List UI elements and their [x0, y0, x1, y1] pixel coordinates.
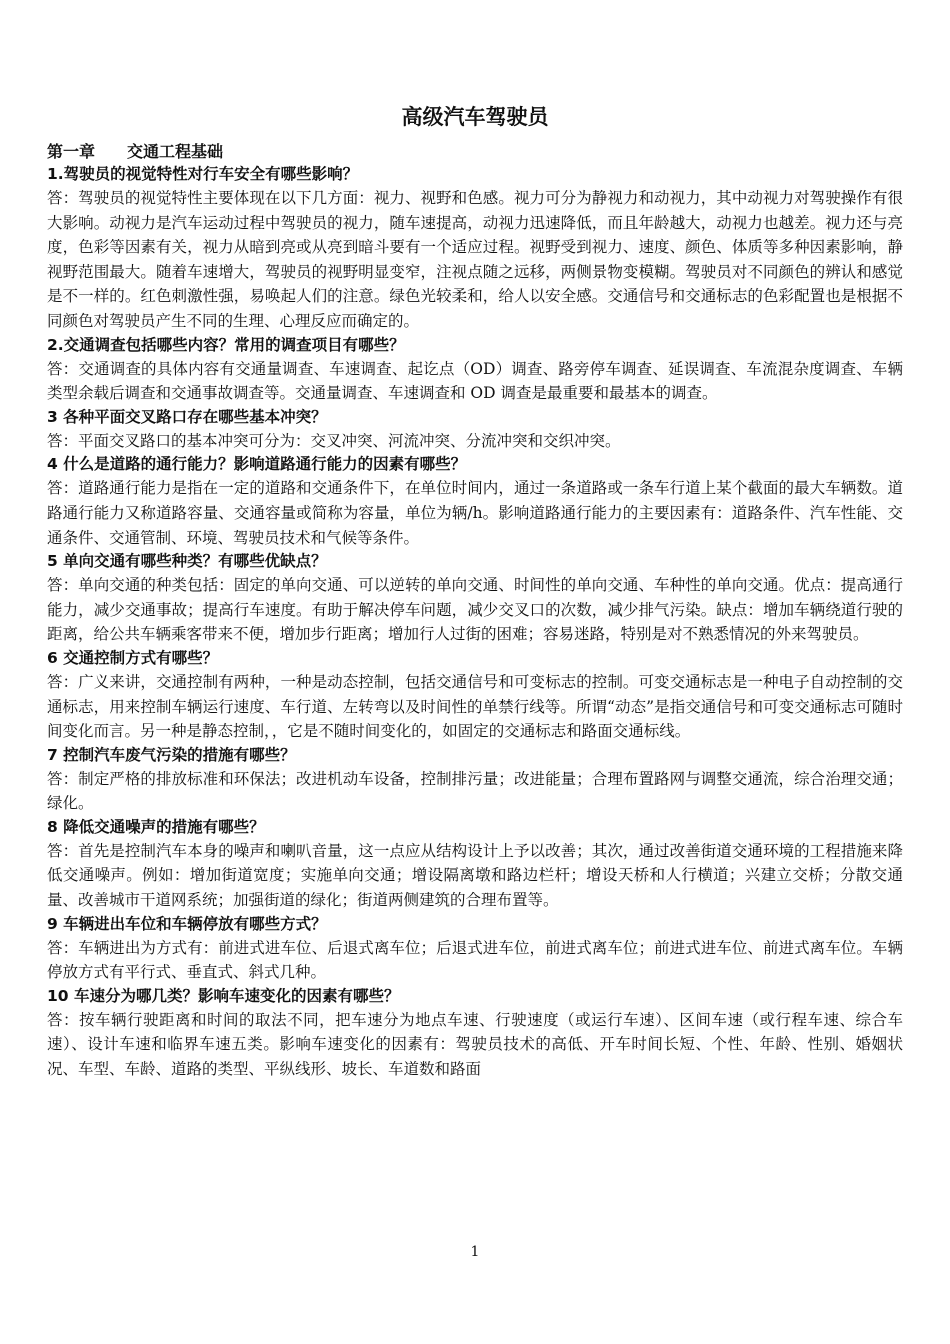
answer: 答：制定严格的排放标准和环保法；改进机动车设备，控制排污量；改进能量；合理布置路网与调整交通流，综合治理交通；绿化。 — [47, 769, 903, 813]
question: 10 车速分为哪几类？影响车速变化的因素有哪些？ — [47, 986, 400, 1005]
page-number: 1 — [470, 1244, 480, 1260]
question: 7 控制汽车废气污染的措施有哪些？ — [47, 745, 296, 764]
answer: 答：平面交叉路口的基本冲突可分为：交叉冲突、河流冲突、分流冲突和交织冲突。 — [47, 431, 621, 450]
qa-item-1 — [47, 163, 903, 334]
question: 5 单向交通有哪些种类？有哪些优缺点？ — [47, 552, 327, 571]
question: 9 车辆进出车位和车辆停放有哪些方式？ — [47, 914, 327, 933]
answer: 答：车辆进出为方式有：前进式进车位、后退式离车位；后退式进车位，前进式离车位；前进式进车位、前进式离车位。车辆停放方式有平行式、垂直式、斜式几种。 — [47, 938, 903, 982]
question: 2.交通调查包括哪些内容？常用的调查项目有哪些？ — [47, 335, 405, 354]
question: 4 什么是道路的通行能力？影响道路通行能力的因素有哪些？ — [47, 455, 467, 474]
answer: 答：首先是控制汽车本身的噪声和喇叭音量，这一点应从结构设计上予以改善；其次，通过改善街道交通环境的工程措施来降低交通噪声。例如：增加街道宽度；实施单向交通；增设隔离墩和路边栏杆；增设天桥和人行横道；兴建立交桥；分散交通量、改善城市干道网系统；加强街道的绿化；街道两侧建筑的合理布置等。 — [47, 841, 903, 910]
document-title: 高级汽车驾驶员 — [401, 105, 549, 129]
answer: 答：驾驶员的视觉特性主要体现在以下几方面：视力、视野和色感。视力可分为静视力和动视力，其中动视力对驾驶操作有很大影响。动视力是汽车运动过程中驾驶员的视力，随车速提高，动视力迅速降低，而且年龄越大，动视力也越差。视力还与亮度，色彩等因素有关，视力从暗到亮或从亮到暗斗要有一个适应过程。视野受到视力、速度、颜色、体质等多种因素影响，静视野范围最大。随着车速增大，驾驶员的视野明显变窄，注视点随之远移，两侧景物变模糊。驾驶员对不同颜色的辨认和感觉是不一样的。红色刺激性强，易唤起人们的注意。绿色光较柔和，给人以安全感。交通信号和交通标志的色彩配置也是根据不同颜色对驾驶员产生不同的生理、心理反应而确定的。 — [47, 189, 903, 330]
qa-item-3 — [47, 406, 903, 454]
qa-item-6 — [47, 647, 903, 744]
answer: 答：道路通行能力是指在一定的道路和交通条件下，在单位时间内，通过一条道路或一条车行道上某个截面的最大车辆数。道路通行能力又称道路容量、交通容量或简称为容量，单位为辆/h。影响道路通行能力的主要因素有：道路条件、汽车性能、交通条件、交通管制、环境、驾驶员技术和气候等条件。 — [47, 479, 903, 547]
qa-item-5 — [47, 550, 903, 647]
answer: 答：广义来讲，交通控制有两种，一种是动态控制，包括交通信号和可变标志的控制。可变交通标志是一种电子自动控制的交通标志，用来控制车辆运行速度、车行道、左转弯以及时间性的单禁行线等。所谓“动态”是指交通信号和可变交通标志可随时间变化而言。另一种是静态控制，，它是不随时间变化的，如固定的交通标志和路面交通标线。 — [47, 672, 903, 741]
answer: 答：按车辆行驶距离和时间的取法不同，把车速分为地点车速、行驶速度（或运行车速）、区间车速（或行程车速、综合车速）、设计车速和临界车速五类。影响车速变化的因素有：驾驶员技术的高低、开车时间长短、个性、年龄、性别、婚姻状况、车型、车龄、道路的类型、平纵线形、坡长、车道数和路面 — [47, 1010, 903, 1079]
qa-item-10 — [47, 985, 903, 1082]
question: 1.驾驶员的视觉特性对行车安全有哪些影响？ — [47, 165, 359, 183]
answer: 答：单向交通的种类包括：固定的单向交通、可以逆转的单向交通、时间性的单向交通、车种性的单向交通。优点：提高通行能力，减少交通事故；提高行车速度。有助于解决停车问题，减少交叉口的次数，减少排气污染。缺点：增加车辆绕道行驶的距离，给公共车辆乘客带来不便，增加步行距离；增加行人过街的困难；容易迷路，特别是对不熟悉情况的外来驾驶员。 — [47, 576, 903, 644]
question: 6 交通控制方式有哪些？ — [47, 648, 219, 667]
document-page — [47, 98, 903, 1082]
qa-item-4 — [47, 453, 903, 550]
chapter-heading: 第一章 交通工程基础 — [47, 142, 224, 161]
qa-item-8 — [47, 816, 903, 913]
answer: 答：交通调查的具体内容有交通量调查、车速调查、起讫点（OD）调查、路旁停车调查、延误调查、车流混杂度调查、车辆类型余载后调查和交通事故调查等。交通量调查、车速调查和 OD 调查是最重要和最基本的调查。 — [47, 359, 903, 403]
question: 3 各种平面交叉路口存在哪些基本冲突？ — [47, 407, 327, 426]
qa-item-9 — [47, 913, 903, 985]
question: 8 降低交通噪声的措施有哪些？ — [47, 817, 265, 836]
qa-item-7 — [47, 744, 903, 816]
qa-item-2 — [47, 334, 903, 406]
